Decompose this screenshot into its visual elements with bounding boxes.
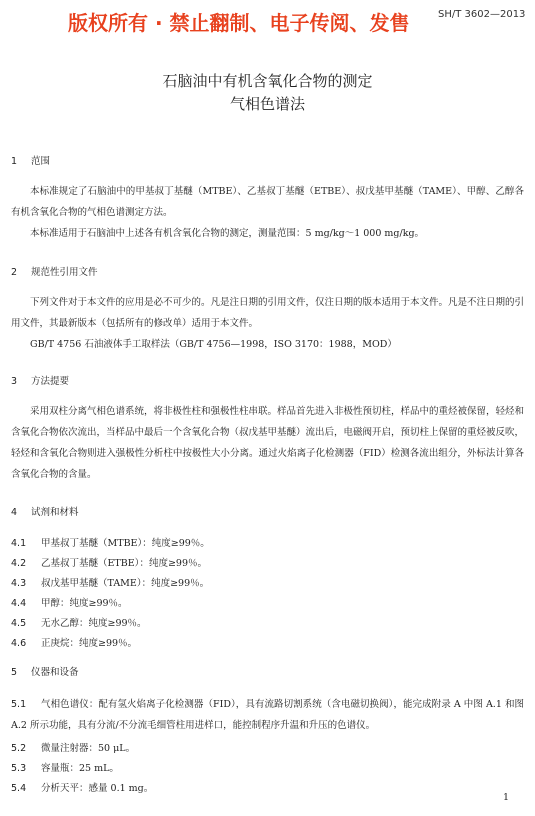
- item-number: 5.4: [11, 783, 27, 794]
- item-number: 4.3: [11, 578, 27, 589]
- list-item: [11, 615, 147, 629]
- section-1-paragraph-2: 本标准适用于石脑油中上述各有机含氧化合物的测定，测量范围：5 mg/kg～1 000 mg/kg。: [30, 228, 425, 239]
- item-text: 甲基叔丁基醚（MTBE）：纯度≥99％。: [41, 538, 210, 549]
- item-text: 分析天平：感量 0.1 mg。: [41, 783, 154, 794]
- section-number: 4: [11, 507, 18, 518]
- list-item: [11, 760, 119, 774]
- list-item: [11, 555, 207, 569]
- item-text: 容量瓶：25 mL。: [41, 763, 119, 774]
- list-item: [11, 780, 153, 794]
- section-number: 5: [11, 667, 18, 678]
- section-title: 方法提要: [31, 376, 70, 387]
- item-text: 气相色谱仪：配有氢火焰离子化检测器（FID），具有流路切割系统（含电磁切换阀），能完成附录 A 中图 A.1 和图 A.2 所示功能，具有分流/不分流毛细管柱用进样口，能控制程序升温和升压的色谱仪。: [11, 699, 524, 731]
- item-number: 4.6: [11, 638, 27, 649]
- item-number: 4.1: [11, 538, 27, 549]
- section-title: 规范性引用文件: [31, 267, 98, 278]
- section-number: 2: [11, 267, 18, 278]
- section-title: 仪器和设备: [31, 667, 79, 678]
- section-1-paragraph-1: 本标准规定了石脑油中的甲基叔丁基醚（MTBE）、乙基叔丁基醚（ETBE）、叔戊基甲基醚（TAME）、甲醇、乙醇各有机含氧化合物的气相色谱测定方法。: [11, 186, 524, 218]
- item-number: 4.5: [11, 618, 27, 629]
- item-number: 4.2: [11, 558, 27, 569]
- normative-reference: GB/T 4756 石油液体手工取样法（GB/T 4756—1998，ISO 3170：1988，MOD）: [30, 339, 397, 350]
- list-item: [11, 595, 128, 609]
- list-item: [11, 535, 210, 549]
- section-1-heading: [11, 153, 50, 167]
- section-title: 试剂和材料: [31, 507, 79, 518]
- document-title: 石脑油中有机含氧化合物的测定: [162, 72, 373, 90]
- section-number: 3: [11, 376, 18, 387]
- section-2-heading: [11, 264, 98, 278]
- list-item: [11, 740, 135, 754]
- section-3-paragraph-1: 采用双柱分离气相色谱系统，将非极性柱和强极性柱串联。样品首先进入非极性预切柱，样品中的重烃被保留，轻烃和含氧化合物依次流出，当样品中最后一个含氧化合物（叔戊基甲基醚）流出后，电磁阀开启，预切柱上保留的重烃被反吹，轻烃和含氧化合物则进入强极性分析柱中按极性大小分离。通过火焰离子化检测器（FID）检测各流出组分，外标法计算各含氧化合物的含量。: [11, 406, 525, 480]
- item-number: 5.3: [11, 763, 27, 774]
- list-item: [11, 575, 209, 589]
- list-item: [11, 635, 137, 649]
- item-text: 正庚烷：纯度≥99％。: [41, 638, 138, 649]
- section-4-heading: [11, 504, 79, 518]
- document-subtitle: 气相色谱法: [229, 95, 305, 113]
- item-number: 5.2: [11, 743, 27, 754]
- item-text: 无水乙醇：纯度≥99％。: [41, 618, 147, 629]
- item-number: 4.4: [11, 598, 27, 609]
- item-text: 甲醇：纯度≥99％。: [41, 598, 128, 609]
- section-5-1-paragraph: [11, 694, 524, 736]
- standard-number: SH/T 3602—2013: [438, 9, 526, 20]
- item-number: 5.1: [11, 699, 27, 710]
- page-number: 1: [503, 792, 510, 803]
- item-text: 叔戊基甲基醚（TAME）：纯度≥99％。: [41, 578, 210, 589]
- section-5-heading: [11, 664, 79, 678]
- section-3-heading: [11, 373, 69, 387]
- item-text: 微量注射器：50 μL。: [41, 743, 136, 754]
- section-2-paragraph-1: 下列文件对于本文件的应用是必不可少的。凡是注日期的引用文件，仅注日期的版本适用于本文件。凡是不注日期的引用文件，其最新版本（包括所有的修改单）适用于本文件。: [11, 297, 525, 329]
- item-text: 乙基叔丁基醚（ETBE）：纯度≥99％。: [41, 558, 207, 569]
- section-number: 1: [11, 156, 18, 167]
- copyright-watermark: 版权所有 · 禁止翻制、电子传阅、发售: [68, 11, 410, 35]
- section-title: 范围: [31, 156, 51, 167]
